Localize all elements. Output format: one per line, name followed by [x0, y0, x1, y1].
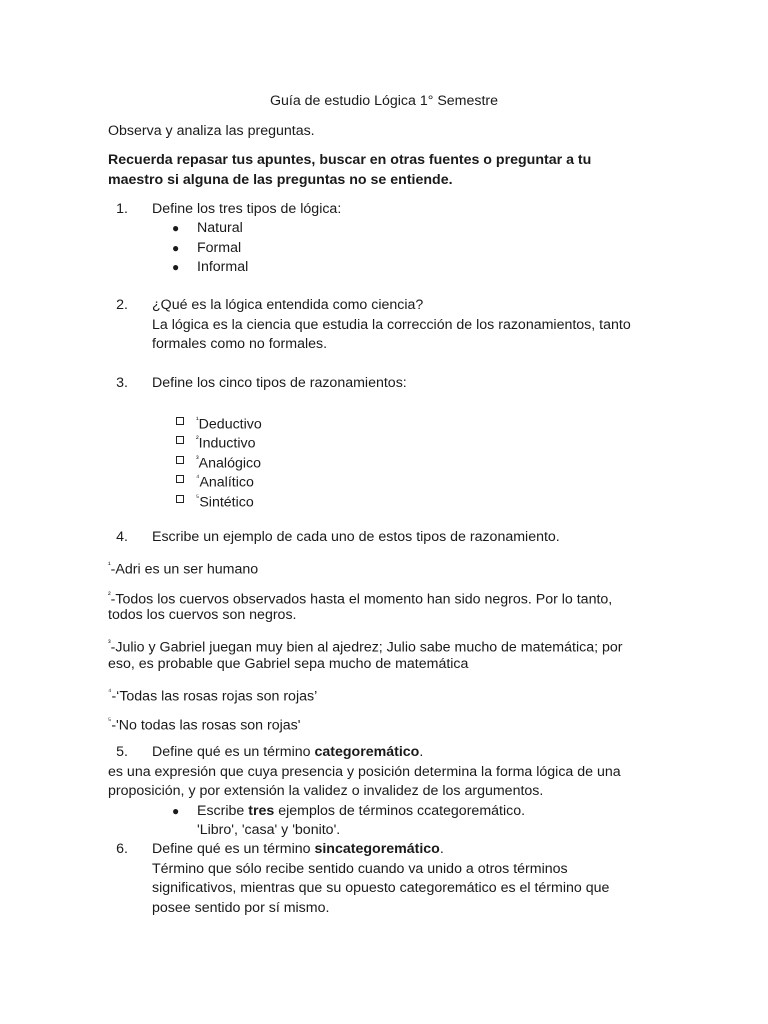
answer-line: posee sentido por sí mismo. — [152, 900, 330, 916]
checklist-label: Deductivo — [198, 416, 262, 433]
example-2-cont: todos los cuervos son negros. — [108, 607, 297, 623]
example-text: -'No todas las rosas son rojas' — [111, 717, 301, 734]
question-text — [152, 839, 444, 859]
question-text-part: Define qué es un término — [152, 841, 315, 857]
bullet-icon: ● — [172, 804, 180, 818]
question-bold-term: sincategoremático — [314, 841, 440, 857]
checklist-label: Analítico — [199, 474, 254, 491]
example-1 — [108, 556, 258, 580]
question-bold-term: categoremático — [314, 744, 420, 760]
superscript-number: ² — [108, 590, 111, 599]
sub-question-text — [197, 801, 525, 821]
question-text-part: . — [419, 744, 424, 760]
checkbox-icon — [176, 417, 184, 425]
page-title: Guía de estudio Lógica 1° Semestre — [269, 93, 499, 109]
answer-line: Término que sólo recibe sentido cuando va unido a otros términos — [152, 861, 568, 877]
bullet-icon: ● — [172, 241, 180, 255]
question-number: 3. — [116, 375, 128, 391]
sub-bold-word: tres — [248, 803, 275, 819]
question-number: 2. — [116, 297, 128, 313]
sub-answer: 'Libro', 'casa' y 'bonito'. — [197, 822, 341, 838]
question-text-part: . — [439, 841, 444, 857]
example-3-cont: eso, es probable que Gabriel sepa mucho de matemática — [108, 656, 469, 672]
answer-line: La lógica es la ciencia que estudia la corrección de los razonamientos, tanto — [152, 317, 631, 333]
question-number: 6. — [116, 841, 128, 857]
question-text — [152, 742, 423, 762]
example-text: -Todos los cuervos observados hasta el momento han sido negros. Por lo tanto, — [110, 591, 613, 608]
question-number: 5. — [116, 744, 128, 760]
answer-line: proposición, y por extensión la validez o invalidez de los argumentos. — [108, 783, 544, 799]
example-text: -‘Todas las rosas rojas son rojas’ — [111, 688, 318, 705]
superscript-number: ⁵ — [196, 493, 200, 502]
reminder-line-1: Recuerda repasar tus apuntes, buscar en otras fuentes o preguntar a tu — [108, 152, 592, 168]
question-text: Define los cinco tipos de razonamientos: — [152, 375, 407, 391]
sub-text-part: ejemplos de términos ccategoremático. — [274, 803, 526, 819]
example-4 — [108, 683, 317, 707]
checkbox-icon — [176, 495, 184, 503]
question-number: 1. — [116, 201, 128, 217]
list-item-label: Informal — [197, 259, 249, 275]
answer-line: significativos, mientras que su opuesto categoremático es el término que — [152, 880, 610, 896]
superscript-number: ³ — [108, 638, 111, 647]
answer-line: formales como no formales. — [152, 336, 328, 352]
example-text: -Adri es un ser humano — [110, 561, 259, 578]
list-item-label: Formal — [197, 240, 242, 256]
question-text: ¿Qué es la lógica entendida como ciencia? — [152, 297, 424, 313]
example-5 — [108, 712, 300, 736]
question-text: Escribe un ejemplo de cada uno de estos tipos de razonamiento. — [152, 529, 560, 545]
question-text: Define los tres tipos de lógica: — [152, 201, 342, 217]
superscript-number: ³ — [196, 454, 199, 463]
superscript-number: ¹ — [108, 560, 111, 569]
superscript-number: ⁴ — [108, 687, 112, 696]
sub-text-part: Escribe — [197, 803, 249, 819]
superscript-number: ¹ — [196, 415, 199, 424]
checkbox-icon — [176, 456, 184, 464]
checklist-label: Inductivo — [198, 435, 256, 452]
example-text: -Julio y Gabriel juegan muy bien al ajedrez; Julio sabe mucho de matemática; por — [110, 639, 623, 656]
superscript-number: ² — [196, 434, 199, 443]
checklist-label: Sintético — [199, 494, 254, 511]
reminder-line-2: maestro si alguna de las preguntas no se entiende. — [108, 172, 453, 188]
checkbox-icon — [176, 436, 184, 444]
checkbox-icon — [176, 475, 184, 483]
question-text-part: Define qué es un término — [152, 744, 315, 760]
question-number: 4. — [116, 529, 128, 545]
checklist-label: Analógico — [198, 455, 261, 472]
superscript-number: ⁵ — [108, 716, 112, 725]
bullet-icon: ● — [172, 260, 180, 274]
bullet-icon: ● — [172, 221, 180, 235]
answer-line: es una expresión que cuya presencia y posición determina la forma lógica de una — [108, 764, 621, 780]
intro-text: Observa y analiza las preguntas. — [108, 123, 315, 139]
superscript-number: ⁴ — [196, 473, 200, 482]
list-item-label: Natural — [197, 220, 243, 236]
